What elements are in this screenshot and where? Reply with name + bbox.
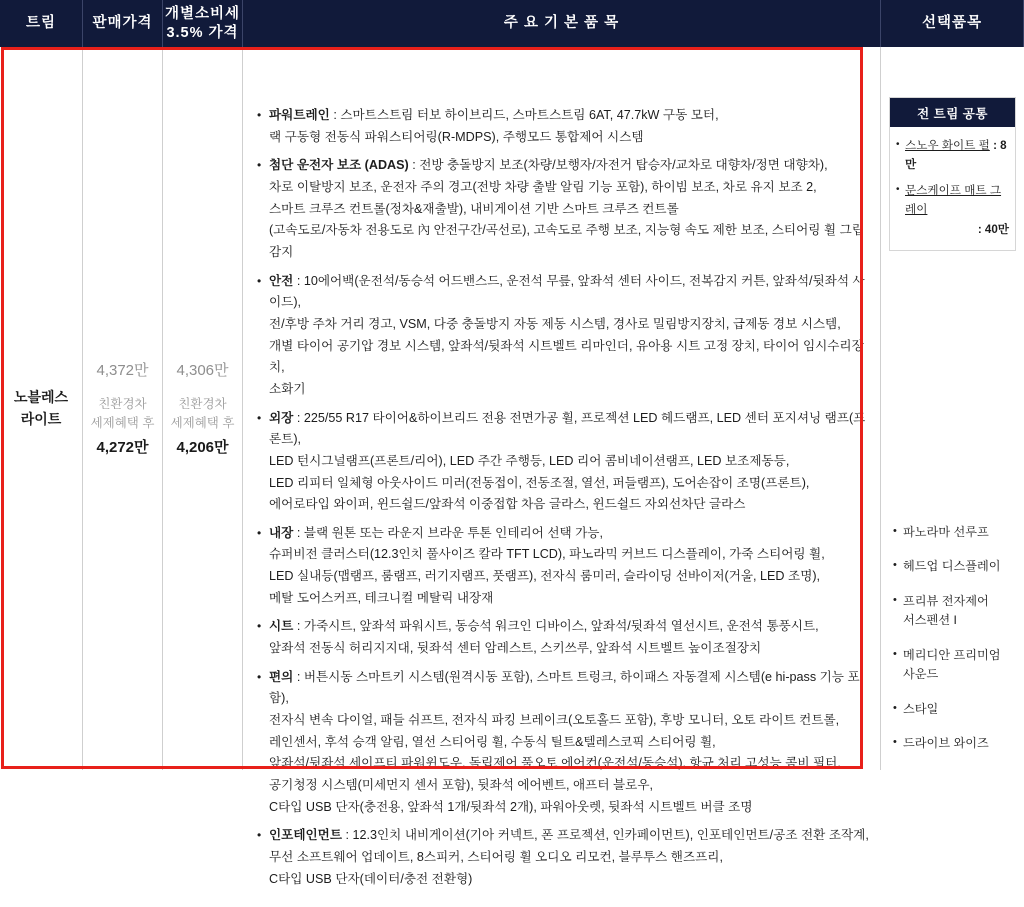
main-item-label: 안전: [269, 273, 294, 288]
main-item-body: [269, 523, 870, 610]
main-item-text: : 10에어백(운전석/동승석 어드밴스드, 운전석 무릎, 앞좌석 센터 사이드, 전복감지 커튼, 앞좌석/뒷좌석 사이드),: [269, 273, 865, 310]
main-item: [257, 825, 870, 890]
option-list-item-label: 드라이브 와이즈: [903, 736, 989, 751]
main-item-line: 공기청정 시스템(미세먼지 센서 포함), 뒷좌석 에어벤트, 애프터 블로우,: [269, 778, 654, 793]
main-item-line: 랙 구동형 전동식 파워스티어링(R-MDPS), 주행모드 통합제어 시스템: [269, 129, 644, 144]
tax-price-after-benefit: 4,206만: [176, 439, 229, 457]
main-item-line: [269, 271, 870, 314]
main-item: [257, 408, 870, 516]
bullet-icon: •: [893, 647, 897, 660]
common-option-box: [889, 97, 1016, 251]
bullet-icon: •: [893, 593, 897, 606]
common-option-entry: [896, 136, 1009, 174]
main-item: [257, 523, 870, 610]
option-list-item-label: 파노라마 선루프: [903, 524, 989, 539]
main-item-text: : 12.3인치 내비게이션(기아 커넥트, 폰 프로젝션, 인카페이먼트), 인포테인먼트/공조 전환 조작계,: [342, 828, 869, 843]
main-item-line: LED 실내등(맵램프, 룸램프, 러기지램프, 풋램프), 전자식 룸미러, 슬라이딩 선바이저(거울, LED 조명),: [269, 569, 821, 584]
main-item-line: LED 턴시그널램프(프론트/리어), LED 주간 주행등, LED 리어 콤비네이션램프, LED 보조제동등,: [269, 453, 790, 468]
main-item-text: : 스마트스트림 터보 하이브리드, 스마트스트림 6AT, 47.7kW 구동 모터,: [329, 108, 719, 122]
main-item-line: [269, 616, 870, 638]
cell-trim: [0, 47, 83, 770]
main-item-text: : 225/55 R17 타이어&하이브리드 전용 전면가공 휠, 프로젝션 LED 헤드램프, LED 센터 포지셔닝 램프(프론트),: [269, 410, 866, 447]
main-item-text: : 버튼시동 스마트키 시스템(원격시동 포함), 스마트 트렁크, 하이패스 자동결제 시스템(e hi-pass 기능 포함),: [269, 669, 860, 706]
main-item-label: 외장: [269, 410, 294, 425]
main-item-line: 레인센서, 후석 승객 알림, 열선 스티어링 휠, 수동식 틸트&텔레스코픽 스티어링 휠,: [269, 734, 716, 749]
table-body-row: [0, 47, 1024, 886]
bullet-icon: •: [257, 273, 262, 288]
option-list-item[interactable]: [893, 734, 1014, 754]
main-item-label: 첨단 운전자 보조 (ADAS): [269, 158, 409, 173]
table-header-row: [0, 0, 1024, 47]
main-item-line: 소화기: [269, 381, 306, 396]
common-option-entries: [890, 127, 1015, 250]
main-item-label: 시트: [269, 619, 294, 634]
cell-main-items: [243, 47, 881, 886]
main-item-body: [269, 616, 870, 659]
main-item-line: [269, 408, 870, 451]
main-item-line: 개별 타이어 공기압 경보 시스템, 앞좌석/뒷좌석 시트벨트 리마인더, 유아용 시트 고정 장치, 타이어 임시수리장치,: [269, 338, 864, 375]
header-cell-tax-line1: 개별소비세: [164, 6, 241, 23]
bullet-icon: •: [893, 736, 897, 749]
common-option-price: : 8만: [905, 139, 1007, 172]
trim-name-line2: 라이트: [20, 410, 62, 427]
main-item-line: LED 리피터 일체형 아웃사이드 미러(전동접이, 전동조절, 열선, 퍼들램프), 도어손잡이 조명(프론트),: [269, 475, 810, 490]
price-subsidy-line2: 세제혜택 후: [90, 415, 155, 430]
bullet-icon: •: [257, 525, 262, 540]
main-item: [257, 155, 870, 263]
main-item-label: 인포테인먼트: [269, 828, 342, 843]
main-item-line: 앞좌석/뒷좌석 세이프티 파워윈도우, 독립제어 풀오토 에어컨(운전석/동승석), 항균 처리 고성능 콤비 필터,: [269, 756, 841, 771]
main-item-line: 스마트 크루즈 컨트롤(정차&재출발), 내비게이션 기반 스마트 크루즈 컨트롤: [269, 201, 679, 216]
common-option-name: 문스케이프 매트 그레이: [905, 184, 1002, 217]
bullet-icon: •: [896, 139, 900, 150]
bullet-icon: •: [257, 619, 262, 634]
common-option-price: : 40만: [977, 222, 1009, 236]
main-item-label: 내장: [269, 525, 294, 540]
main-item-text: : 전방 충돌방지 보조(차량/보행자/자전거 탑승자/교차로 대향차/정면 대향차),: [408, 158, 828, 173]
trim-name-line1: 노블레스: [13, 388, 69, 405]
main-item-line: [269, 825, 870, 847]
main-item-text: : 가죽시트, 앞좌석 파워시트, 동승석 워크인 디바이스, 앞좌석/뒷좌석 열선시트, 운전석 통풍시트,: [293, 619, 819, 634]
main-item: [257, 271, 870, 401]
main-item: [257, 667, 870, 819]
main-item-line: C타입 USB 단자(데이터/충전 전환형): [269, 871, 473, 886]
main-item-body: [269, 825, 870, 890]
main-item-label: 파워트레인: [269, 108, 330, 122]
cell-option-items: [881, 47, 1024, 770]
main-item-body: [269, 155, 870, 263]
main-item-line: [269, 667, 870, 710]
main-item-line: 에어로타입 와이퍼, 윈드쉴드/앞좌석 이중접합 차음 글라스, 윈드쉴드 자외선차단 글라스: [269, 497, 746, 512]
header-cell-option-items: 선택품목: [881, 0, 1024, 47]
main-item-body: [269, 271, 870, 401]
cell-price: [83, 47, 163, 770]
bullet-icon: •: [257, 828, 262, 843]
main-item-line: 무선 소프트웨어 업데이트, 8스피커, 스티어링 휠 오디오 리모컨, 블루투스 핸즈프리,: [269, 850, 723, 864]
tax-subsidy-line2: 세제혜택 후: [170, 415, 235, 430]
main-item-line: 전/후방 주차 거리 경고, VSM, 다중 충돌방지 자동 제동 시스템, 경사로 밀림방지장치, 급제동 경보 시스템,: [269, 316, 841, 331]
main-item-line: 앞좌석 전동식 허리지지대, 뒷좌석 센터 암레스트, 스키쓰루, 앞좌석 시트벨트 높이조절장치: [269, 641, 762, 656]
main-item-line: 슈퍼비전 클러스터(12.3인치 풀사이즈 칼라 TFT LCD), 파노라믹 커브드 디스플레이, 가죽 스티어링 휠,: [269, 547, 825, 562]
main-item-line: [269, 523, 870, 545]
main-item-line: 차로 이탈방지 보조, 운전자 주의 경고(전방 차량 출발 알림 기능 포함), 하이빔 보조, 차로 유지 보조 2,: [269, 179, 817, 194]
option-list-item-label: 메리디안 프리미엄 사운드: [903, 647, 1001, 682]
bullet-icon: •: [257, 158, 262, 173]
common-option-name: 스노우 화이트 펄: [905, 139, 990, 152]
main-item-body: [269, 667, 870, 819]
tax-price-value: 4,306만: [176, 361, 229, 379]
cell-tax-price: [163, 47, 243, 770]
bullet-icon: •: [257, 669, 262, 684]
bullet-icon: •: [893, 701, 897, 714]
option-list-item[interactable]: [893, 523, 1014, 543]
main-item-line: 전자식 변속 다이얼, 패들 쉬프트, 전자식 파킹 브레이크(오토홀드 포함), 후방 모니터, 오토 라이트 컨트롤,: [269, 713, 840, 728]
price-after-benefit: 4,272만: [96, 439, 149, 457]
option-list-item[interactable]: [893, 646, 1014, 685]
tax-subsidy-note: [171, 395, 235, 433]
common-option-title: 전 트림 공통: [890, 98, 1015, 127]
common-option-entry: [896, 181, 1009, 238]
main-item-line: [269, 155, 870, 177]
main-item-line: (고속도로/자동차 전용도로 內 안전구간/곡선로), 고속도로 주행 보조, 지능형 속도 제한 보조, 스티어링 휠 그립 감지: [269, 223, 864, 259]
main-item: [257, 105, 870, 148]
bullet-icon: •: [893, 524, 897, 537]
main-item-line: C타입 USB 단자(충전용, 앞좌석 1개/뒷좌석 2개), 파워아웃렛, 뒷좌석 시트벨트 버클 조명: [269, 799, 753, 814]
main-item-line: [269, 105, 870, 127]
main-item-label: 편의: [269, 669, 294, 684]
option-list-item-label: 프리뷰 전자제어 서스펜션 I: [903, 593, 989, 628]
price-subsidy-line1: 친환경차: [98, 396, 147, 411]
option-list-item[interactable]: [893, 557, 1014, 577]
bullet-icon: •: [893, 559, 897, 572]
tax-subsidy-line1: 친환경차: [178, 396, 227, 411]
header-cell-price: 판매가격: [83, 0, 163, 47]
header-cell-tax-line2: 3.5% 가격: [166, 24, 239, 41]
main-items-list: [243, 47, 880, 907]
option-list-item-label: 스타일: [903, 701, 939, 716]
main-item-line: 메탈 도어스커프, 테크니컬 메탈릭 내장재: [269, 590, 494, 605]
main-item-body: [269, 105, 870, 148]
bullet-icon: •: [257, 410, 262, 425]
main-item: [257, 616, 870, 659]
option-list-item-label: 헤드업 디스플레이: [903, 559, 1001, 574]
option-list-item[interactable]: [893, 700, 1014, 720]
trim-name: [14, 387, 68, 430]
header-cell-tax: [163, 0, 243, 47]
price-value: 4,372만: [96, 361, 149, 379]
bullet-icon: •: [257, 108, 262, 122]
header-cell-main-items: 주 요 기 본 품 목: [243, 0, 881, 47]
main-item-body: [269, 408, 870, 516]
selectable-option-list: [889, 523, 1016, 762]
bullet-icon: •: [896, 184, 900, 196]
main-item-text: : 블랙 원톤 또는 라운지 브라운 투톤 인테리어 선택 가능,: [293, 525, 603, 540]
header-cell-trim: 트림: [0, 0, 83, 47]
option-list-item[interactable]: [893, 592, 1014, 631]
price-subsidy-note: [91, 395, 155, 433]
